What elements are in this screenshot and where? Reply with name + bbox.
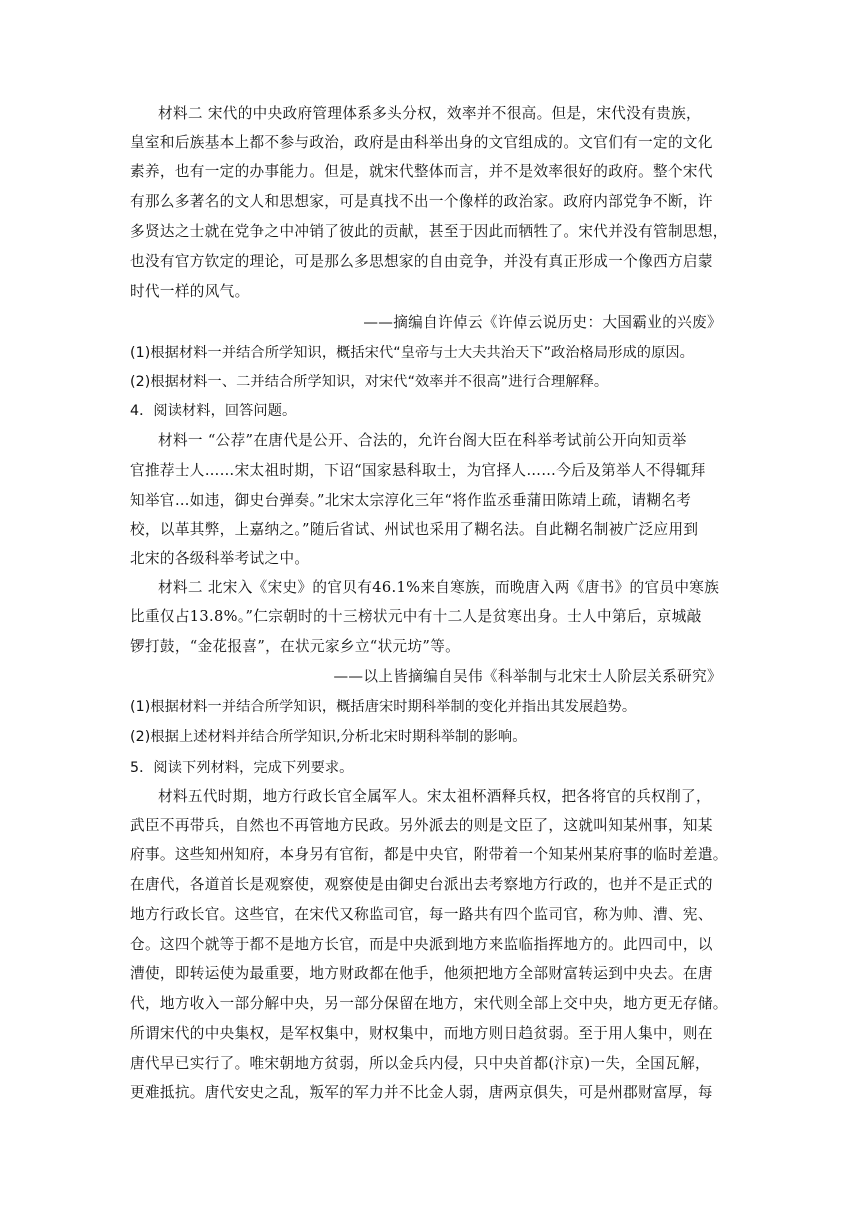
passage-line: 多贤达之士就在党争之中冲销了彼此的贡献，甚至于因此而牺牲了。宋代并没有管制思想， <box>130 223 728 240</box>
passage-line: 地方行政长官。这些官，在宋代又称监司官，每一路共有四个监司官，称为帅、漕、宪、 <box>130 906 713 923</box>
question-2: (2)根据上述材料并结合所学知识,分析北宋时期科举制的影响。 <box>130 729 527 745</box>
passage-line: 校，以革其弊，上嘉纳之。”随后省试、州试也采用了糊名法。自此糊名制被广泛应用到 <box>130 521 699 538</box>
passage-line: 府事。这些知州知府，本身另有官衔，都是中央官，附带着一个知某州某府事的临时差遣。 <box>130 846 728 863</box>
source-citation: ——摘编自许倬云《许倬云说历史：大国霸业的兴废》 <box>363 314 722 331</box>
passage-line: 官推荐士人……宋太祖时期，下诏“国家悬科取士，为官择人……今后及第举人不得辄拜 <box>130 462 706 479</box>
passage-line: 唐代早已实行了。唯宋朝地方贫弱，所以金兵内侵，只中央首都(汴京)一失，全国瓦解， <box>130 1055 710 1072</box>
passage-line: 漕使，即转运使为最重要，地方财政都在他手，他须把地方全部财富转运到中央去。在唐 <box>130 965 713 982</box>
passage-line: 武臣不再带兵，自然也不再管地方民政。另外派去的则是文臣了，这就叫知某州事，知某 <box>130 817 713 834</box>
passage-line: 也没有官方钦定的理论，可是那么多思想家的自由竞争，并没有真正形成一个像西方启蒙 <box>130 253 713 270</box>
passage-line: 代，地方收入一部分解中央，另一部分保留在地方，宋代则全部上交中央，地方更无存储。 <box>130 995 728 1012</box>
question-2: (2)根据材料一、二并结合所学知识，对宋代“效率并不很高”进行合理解释。 <box>130 374 609 390</box>
passage-line: 锣打鼓，“金花报喜”，在状元家乡立“状元坊”等。 <box>130 638 461 655</box>
passage-line: 有那么多著名的文人和思想家，可是真找不出一个像样的政治家。政府内部党争不断，许 <box>130 193 713 210</box>
passage-line: 材料一 “公荐”在唐代是公开、合法的，允许台阁大臣在科举考试前公开向知贡举 <box>158 432 687 449</box>
passage-line: 所谓宋代的中央集权，是军权集中，财权集中，而地方则日趋贫弱。至于用人集中，则在 <box>130 1025 713 1042</box>
passage-line: 材料五代时期，地方行政长官全属军人。宋太祖杯酒释兵权，把各将官的兵权削了， <box>158 788 711 805</box>
passage-line: 材料二 宋代的中央政府管理体系多头分权，效率并不很高。但是，宋代没有贵族， <box>158 105 701 122</box>
passage-line: 材料二 北宋入《宋史》的官贝有46.1%来自寒族，而晚唐入两《唐书》的官员中寒族 <box>158 579 720 596</box>
question-heading: 4．阅读材料，回答问题。 <box>130 403 297 419</box>
passage-line: 知举官…如违，御史台弹奏。”北宋太宗淳化三年“将作监丞垂蒲田陈靖上疏，请糊名考 <box>130 492 692 509</box>
source-citation: ——以上皆摘编自吴伟《科举制与北宋士人阶层关系研究》 <box>333 668 722 685</box>
question-1: (1)根据材料一并结合所学知识，概括唐宋时期科举制的变化并指出其发展趋势。 <box>130 699 637 715</box>
passage-line: 仓。这四个就等于都不是地方长官，而是中央派到地方来监临指挥地方的。此四司中，以 <box>130 936 713 953</box>
passage-line: 素养，也有一定的办事能力。但是，就宋代整体而言，并不是效率很好的政府。整个宋代 <box>130 163 713 180</box>
passage-line: 比重仅占13.8%。”仁宗朝时的十三榜状元中有十二人是贫寒出身。士人中第后，京城敲 <box>130 608 702 625</box>
question-1: (1)根据材料一并结合所学知识，概括宋代“皇帝与士大夫共治天下”政治格局形成的原因。 <box>130 345 694 361</box>
passage-line: 皇室和后族基本上都不参与政治，政府是由科举出身的文官组成的。文官们有一定的文化 <box>130 134 713 151</box>
question-heading: 5．阅读下列材料，完成下列要求。 <box>130 760 354 776</box>
passage-line: 更难抵抗。唐代安史之乱，叛军的军力并不比金人弱，唐两京俱失，可是州郡财富厚，每 <box>130 1084 713 1101</box>
passage-line: 时代一样的风气。 <box>130 283 250 300</box>
passage-line: 在唐代，各道首长是观察使，观察使是由御史台派出去考察地方行政的，也并不是正式的 <box>130 876 713 893</box>
passage-line: 北宋的各级科举考试之中。 <box>130 550 310 567</box>
